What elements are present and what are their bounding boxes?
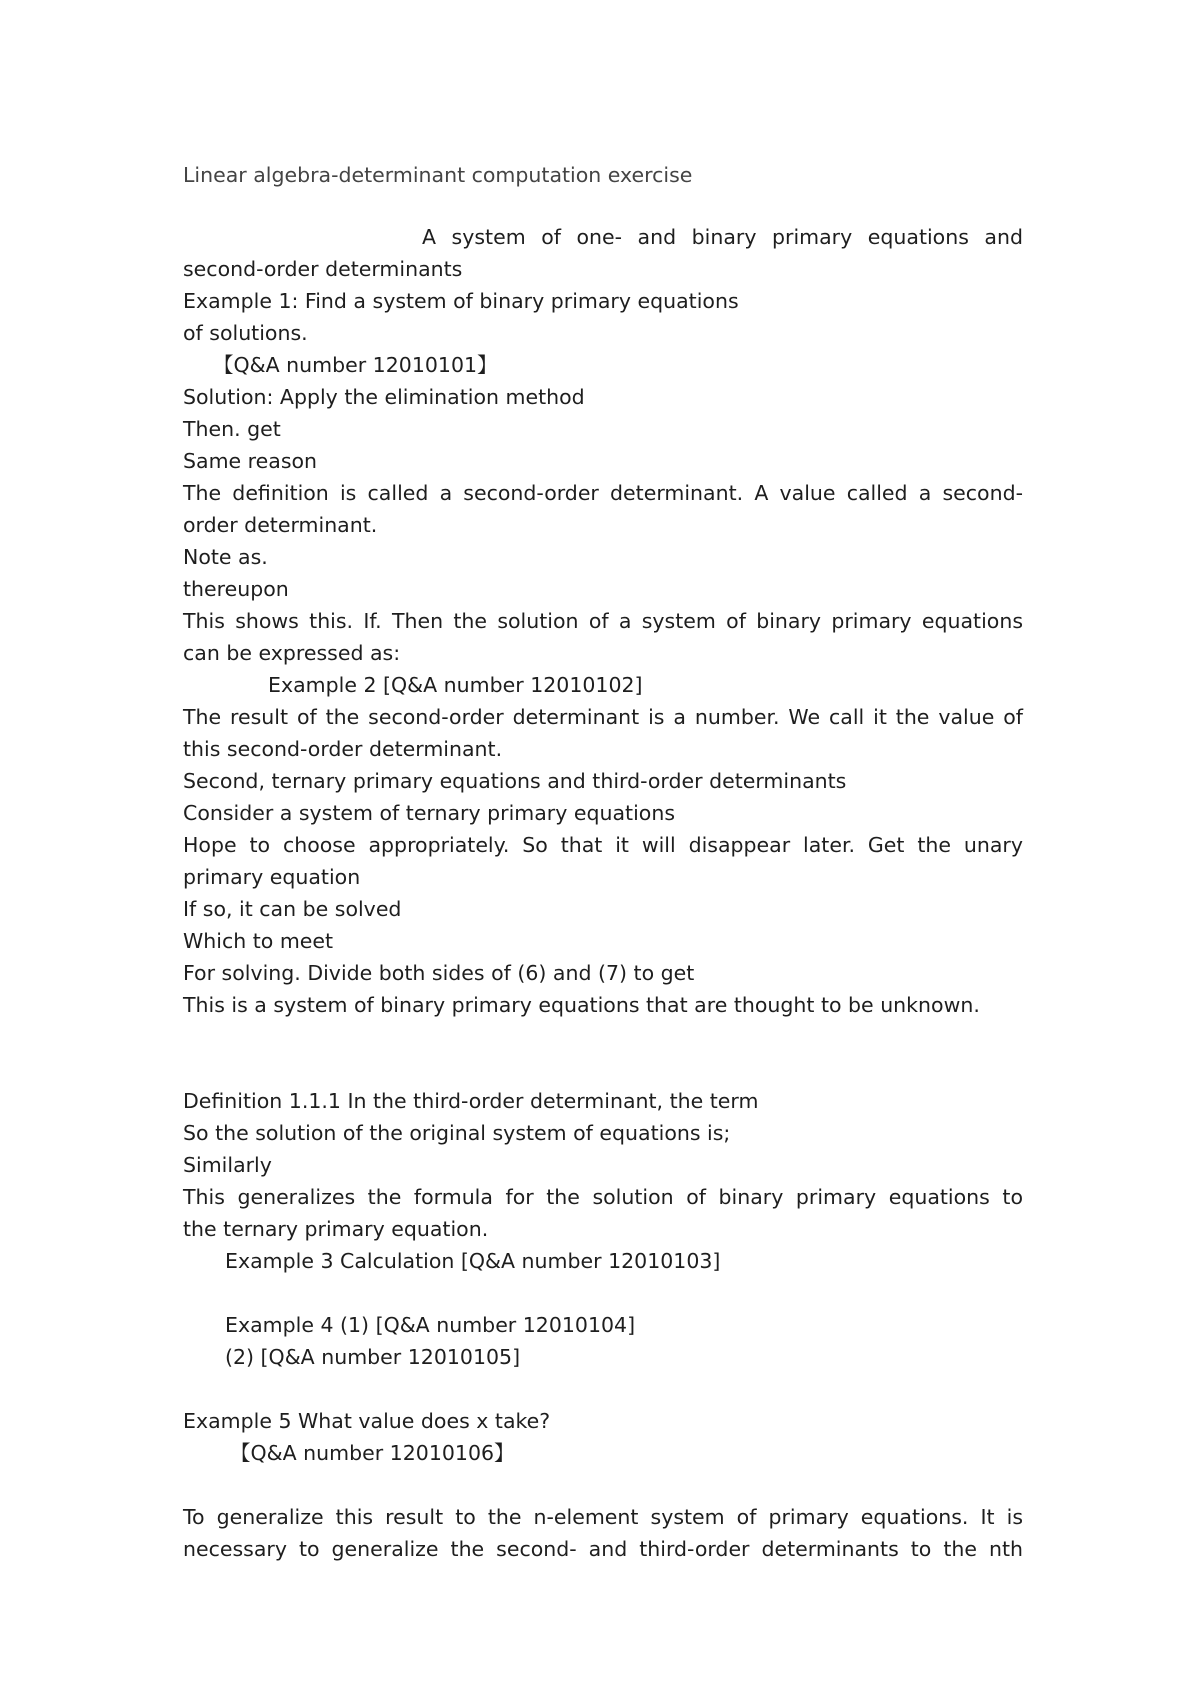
so-solution: So the solution of the original system of equations is; — [183, 1121, 731, 1145]
consider-system: Consider a system of ternary primary equations — [183, 801, 675, 825]
shows-line1: This shows this. If. Then the solution of a system of binary primary equations — [183, 609, 1023, 633]
example5: Example 5 What value does x take? — [183, 1409, 551, 1433]
definition-1-1-1: Definition 1.1.1 In the third-order determinant, the term — [183, 1089, 759, 1113]
similarly: Similarly — [183, 1153, 272, 1177]
generalizes-line2: the ternary primary equation. — [183, 1217, 489, 1241]
note-as: Note as. — [183, 545, 268, 569]
hope-line1: Hope to choose appropriately. So that it will disappear later. Get the unary — [183, 833, 1023, 857]
example2: Example 2 [Q&A number 12010102] — [268, 673, 643, 697]
document-title: Linear algebra-determinant computation exercise — [183, 163, 693, 187]
example4-part2: (2) [Q&A number 12010105] — [225, 1345, 521, 1369]
which-to-meet: Which to meet — [183, 929, 334, 953]
section1-heading-line1: A system of one- and binary primary equations and — [422, 225, 1023, 249]
hope-line2: primary equation — [183, 865, 361, 889]
section2-heading: Second, ternary primary equations and third-order determinants — [183, 769, 847, 793]
same-reason: Same reason — [183, 449, 318, 473]
result-line1: The result of the second-order determinant is a number. We call it the value of — [183, 705, 1023, 729]
solution-elimination: Solution: Apply the elimination method — [183, 385, 585, 409]
result-line2: this second-order determinant. — [183, 737, 503, 761]
definition-line1: The definition is called a second-order determinant. A value called a second- — [183, 481, 1023, 505]
section1-heading-line2: second-order determinants — [183, 257, 463, 281]
definition-line2: order determinant. — [183, 513, 378, 537]
if-so: If so, it can be solved — [183, 897, 402, 921]
example1-line2: of solutions. — [183, 321, 308, 345]
thereupon: thereupon — [183, 577, 289, 601]
shows-line2: can be expressed as: — [183, 641, 401, 665]
generalize-line2: necessary to generalize the second- and third-order determinants to the nth — [183, 1537, 1023, 1561]
example3: Example 3 Calculation [Q&A number 12010103] — [225, 1249, 721, 1273]
qa-reference-12010106: 【Q&A number 12010106】 — [230, 1441, 515, 1465]
this-is-system: This is a system of binary primary equations that are thought to be unknown. — [183, 993, 980, 1017]
qa-reference-12010101: 【Q&A number 12010101】 — [213, 353, 498, 377]
example1-line1: Example 1: Find a system of binary primary equations — [183, 289, 739, 313]
generalizes-line1: This generalizes the formula for the solution of binary primary equations to — [183, 1185, 1023, 1209]
example4-part1: Example 4 (1) [Q&A number 12010104] — [225, 1313, 636, 1337]
for-solving: For solving. Divide both sides of (6) and (7) to get — [183, 961, 695, 985]
generalize-line1: To generalize this result to the n-element system of primary equations. It is — [183, 1505, 1023, 1529]
then-get: Then. get — [183, 417, 281, 441]
